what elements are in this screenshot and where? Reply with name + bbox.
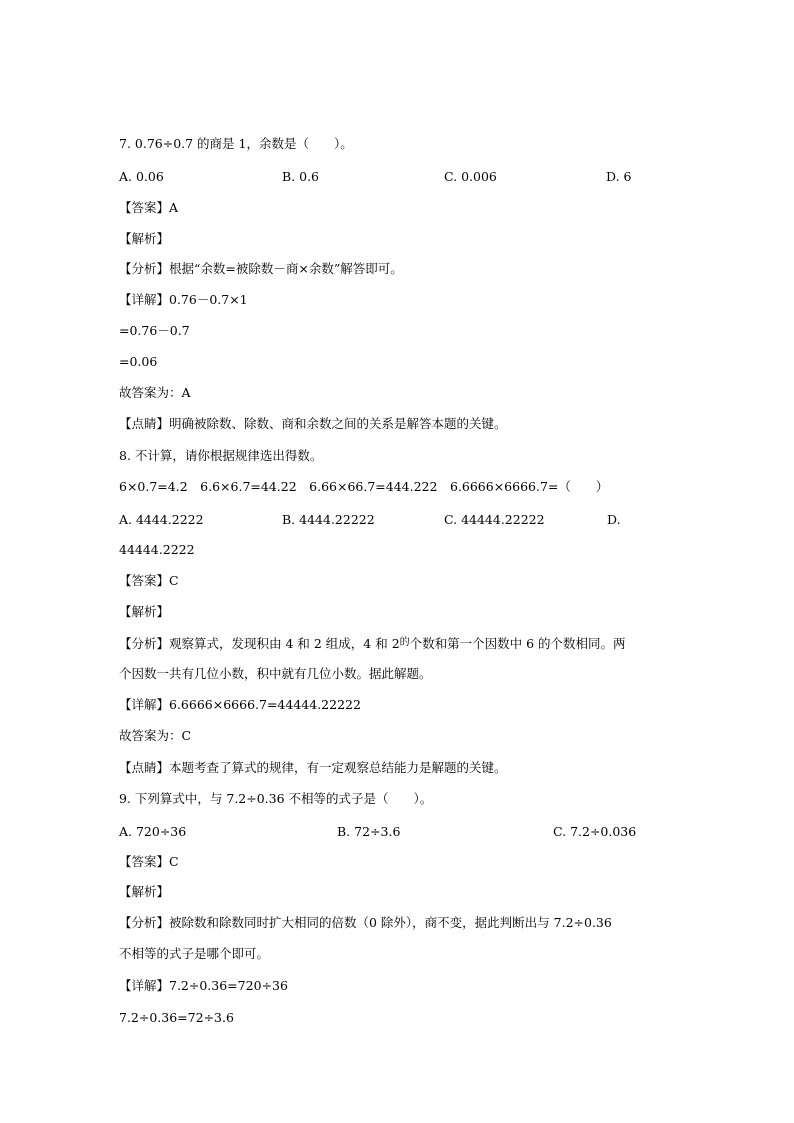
q8-analysis-title: 【解析】 bbox=[119, 604, 170, 619]
q9-fenxi: 【分析】被除数和除数同时扩大相同的倍数（0 除外），商不变，据此判断出与 7.2÷0.36 bbox=[119, 915, 612, 930]
q7-xiangjie: 【详解】0.76－0.7×1 bbox=[119, 292, 248, 307]
q8-fenxi-line2: 个因数一共有几位小数，积中就有几位小数。据此解题。 bbox=[119, 666, 432, 681]
q8-fenxi-part2: 个数和第一个因数中 6 的个数相同。两 bbox=[409, 636, 626, 651]
q9-option-c: C. 7.2÷0.036 bbox=[553, 824, 637, 839]
q9-question: 9. 下列算式中，与 7.2÷0.36 不相等的式子是（ ）。 bbox=[119, 791, 433, 806]
q7-option-a: A. 0.06 bbox=[119, 169, 164, 184]
q7-step1: =0.76－0.7 bbox=[119, 323, 190, 338]
q9-step1: 7.2÷0.36=72÷3.6 bbox=[119, 1010, 234, 1025]
q8-option-c: C. 44444.22222 bbox=[444, 512, 545, 527]
q8-option-a: A. 4444.2222 bbox=[119, 512, 204, 527]
q8-xiangjie: 【详解】6.6666×6666.7=44444.22222 bbox=[119, 697, 361, 712]
q8-option-b: B. 4444.22222 bbox=[282, 512, 375, 527]
q8-option-d-value: 44444.2222 bbox=[119, 542, 195, 557]
q9-fenxi-line2: 不相等的式子是哪个即可。 bbox=[119, 946, 270, 961]
q7-dianjing: 【点睛】明确被除数、除数、商和余数之间的关系是解答本题的关键。 bbox=[119, 416, 507, 431]
q7-option-c: C. 0.006 bbox=[444, 169, 497, 184]
q9-analysis-title: 【解析】 bbox=[119, 884, 170, 899]
q8-conclusion: 故答案为：C bbox=[119, 728, 192, 743]
q7-analysis-title: 【解析】 bbox=[119, 231, 170, 246]
q8-equations: 6×0.7=4.2 6.6×6.7=44.22 6.66×66.7=444.222 6.6666×6666.7=（ ） bbox=[119, 479, 609, 494]
q7-step2: =0.06 bbox=[119, 354, 158, 369]
q8-question: 8. 不计算，请你根据规律选出得数。 bbox=[119, 448, 323, 463]
q7-question: 7. 0.76÷0.7 的商是 1，余数是（ ）。 bbox=[119, 136, 353, 151]
q8-fenxi-superscript: 的 bbox=[399, 637, 410, 648]
q7-answer: 【答案】A bbox=[119, 200, 179, 215]
q9-xiangjie: 【详解】7.2÷0.36=720÷36 bbox=[119, 978, 288, 993]
q8-dianjing: 【点睛】本题考查了算式的规律，有一定观察总结能力是解题的关键。 bbox=[119, 760, 507, 775]
q9-answer: 【答案】C bbox=[119, 854, 179, 869]
q8-fenxi bbox=[119, 636, 626, 654]
q8-answer: 【答案】C bbox=[119, 573, 179, 588]
q7-option-b: B. 0.6 bbox=[282, 169, 320, 184]
q9-option-a: A. 720÷36 bbox=[119, 824, 187, 839]
q7-fenxi: 【分析】根据“余数=被除数－商×余数”解答即可。 bbox=[119, 261, 403, 276]
q7-conclusion: 故答案为：A bbox=[119, 385, 191, 400]
q7-option-d: D. 6 bbox=[606, 169, 632, 184]
q8-option-d: D. bbox=[607, 512, 621, 527]
q9-option-b: B. 72÷3.6 bbox=[337, 824, 401, 839]
q8-fenxi-part1: 【分析】观察算式，发现积由 4 和 2 组成，4 和 2 bbox=[119, 636, 400, 651]
